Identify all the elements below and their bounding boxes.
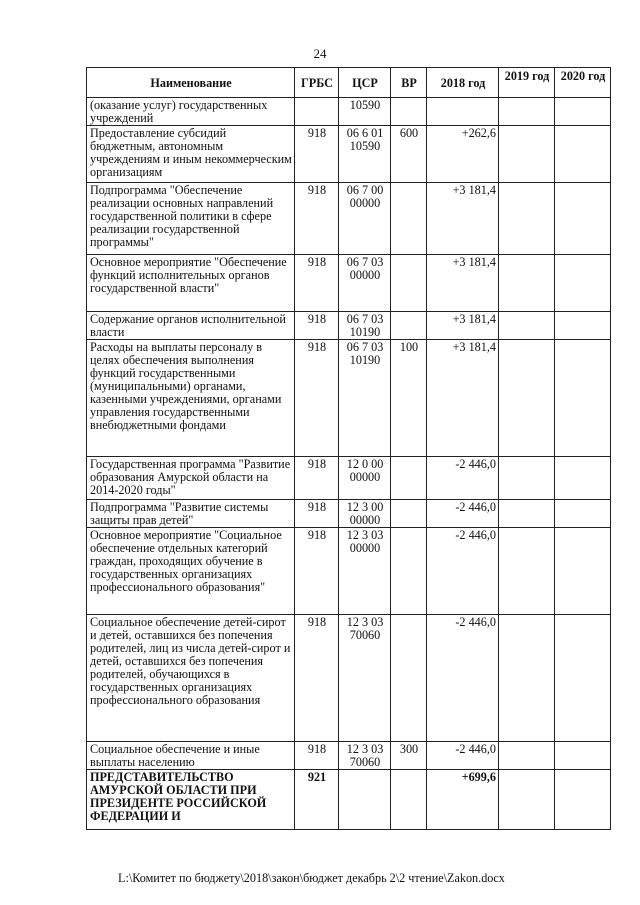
row-2018-amount: +3 181,4: [427, 312, 499, 340]
row-vr-cell: 100: [391, 340, 427, 457]
row-name-cell: Государственная программа "Развитие образования Амурской области на 2014-2020 годы": [87, 457, 295, 500]
row-2018-amount: -2 446,0: [427, 528, 499, 615]
table-body: [87, 98, 611, 830]
row-2020-amount: [555, 312, 611, 340]
row-2018-amount: +3 181,4: [427, 255, 499, 312]
row-2018-amount: -2 446,0: [427, 615, 499, 742]
row-csr-cell: 06 6 01 10590: [339, 126, 391, 183]
row-2020-amount: [555, 98, 611, 126]
row-grbs-cell: 918: [295, 340, 339, 457]
row-name-cell: Подпрограмма "Развитие системы защиты прав детей": [87, 500, 295, 528]
row-grbs-cell: 918: [295, 528, 339, 615]
row-vr-cell: 300: [391, 742, 427, 770]
row-2020-amount: [555, 126, 611, 183]
table-row: [87, 340, 611, 457]
row-vr-cell: [391, 457, 427, 500]
footer-file-path: L:\Комитет по бюджету\2018\закон\бюджет декабрь 2\2 чтение\Zakon.docx: [118, 871, 505, 885]
row-2019-amount: [499, 615, 555, 742]
row-grbs-cell: 918: [295, 457, 339, 500]
row-2018-amount: +699,6: [427, 770, 499, 830]
row-vr-cell: [391, 255, 427, 312]
row-grbs-cell: 918: [295, 126, 339, 183]
table-row: [87, 98, 611, 126]
row-name-cell: Расходы на выплаты персоналу в целях обеспечения выполнения функций государственными (муниципальными) органами, казенными учреждениями, органами управления государственными внебюджетными фондами: [87, 340, 295, 457]
row-2020-amount: [555, 255, 611, 312]
table-row: [87, 457, 611, 500]
row-name-cell: Основное мероприятие "Обеспечение функций исполнительных органов государственной власти": [87, 255, 295, 312]
row-csr-cell: 12 3 03 70060: [339, 742, 391, 770]
row-name-cell: Социальное обеспечение детей-сирот и детей, оставшихся без попечения родителей, лиц из числа детей-сирот и детей, оставшихся без попечения родителей, обучающихся в государственных организациях профессионального образования: [87, 615, 295, 742]
row-vr-cell: [391, 615, 427, 742]
table-row: [87, 312, 611, 340]
row-vr-cell: [391, 528, 427, 615]
row-2018-amount: +3 181,4: [427, 340, 499, 457]
header-2019: 2019 год: [499, 68, 555, 98]
row-2019-amount: [499, 183, 555, 255]
row-grbs-cell: 918: [295, 742, 339, 770]
row-grbs-cell: 918: [295, 183, 339, 255]
row-grbs-cell: [295, 98, 339, 126]
row-2018-amount: -2 446,0: [427, 742, 499, 770]
table-row: [87, 615, 611, 742]
row-csr-cell: 06 7 03 10190: [339, 312, 391, 340]
row-vr-cell: [391, 183, 427, 255]
row-name-cell: Содержание органов исполнительной власти: [87, 312, 295, 340]
table-row: [87, 500, 611, 528]
row-grbs-cell: 918: [295, 615, 339, 742]
row-2020-amount: [555, 500, 611, 528]
row-csr-cell: 12 0 00 00000: [339, 457, 391, 500]
row-csr-cell: 10590: [339, 98, 391, 126]
row-csr-cell: 12 3 00 00000: [339, 500, 391, 528]
header-2020: 2020 год: [555, 68, 611, 98]
table-row: [87, 183, 611, 255]
row-vr-cell: 600: [391, 126, 427, 183]
header-grbs: ГРБС: [295, 68, 339, 98]
header-2018: 2018 год: [427, 68, 499, 98]
row-2019-amount: [499, 255, 555, 312]
row-2019-amount: [499, 770, 555, 830]
table-row: [87, 742, 611, 770]
row-2019-amount: [499, 457, 555, 500]
row-vr-cell: [391, 500, 427, 528]
page-number: 24: [313, 46, 327, 61]
row-csr-cell: 06 7 00 00000: [339, 183, 391, 255]
row-name-cell: Основное мероприятие "Социальное обеспечение отдельных категорий граждан, проходящих обучение в государственных организациях профессионального образования": [87, 528, 295, 615]
row-csr-cell: 06 7 03 00000: [339, 255, 391, 312]
budget-table: [86, 67, 611, 830]
row-2018-amount: +262,6: [427, 126, 499, 183]
row-2020-amount: [555, 528, 611, 615]
row-2020-amount: [555, 615, 611, 742]
row-vr-cell: [391, 770, 427, 830]
row-2020-amount: [555, 457, 611, 500]
row-csr-cell: [339, 770, 391, 830]
row-2020-amount: [555, 183, 611, 255]
row-csr-cell: 06 7 03 10190: [339, 340, 391, 457]
header-name: Наименование: [87, 68, 295, 98]
table-row: [87, 255, 611, 312]
row-grbs-cell: 918: [295, 500, 339, 528]
table-header-row: [87, 68, 611, 98]
row-2019-amount: [499, 742, 555, 770]
row-grbs-cell: 918: [295, 255, 339, 312]
row-2020-amount: [555, 742, 611, 770]
row-2018-amount: -2 446,0: [427, 457, 499, 500]
row-2019-amount: [499, 528, 555, 615]
row-name-cell: ПРЕДСТАВИТЕЛЬСТВО АМУРСКОЙ ОБЛАСТИ ПРИ ПРЕЗИДЕНТЕ РОССИЙСКОЙ ФЕДЕРАЦИИ И: [87, 770, 295, 830]
table-row: [87, 126, 611, 183]
row-2018-amount: +3 181,4: [427, 183, 499, 255]
header-csr: ЦСР: [339, 68, 391, 98]
row-name-cell: (оказание услуг) государственных учреждений: [87, 98, 295, 126]
row-2019-amount: [499, 98, 555, 126]
row-name-cell: Социальное обеспечение и иные выплаты населению: [87, 742, 295, 770]
row-2019-amount: [499, 500, 555, 528]
row-csr-cell: 12 3 03 70060: [339, 615, 391, 742]
row-name-cell: Предоставление субсидий бюджетным, автономным учреждениям и иным некоммерческим организациям: [87, 126, 295, 183]
row-grbs-cell: 921: [295, 770, 339, 830]
row-2019-amount: [499, 340, 555, 457]
row-vr-cell: [391, 312, 427, 340]
row-2018-amount: [427, 98, 499, 126]
row-2019-amount: [499, 312, 555, 340]
row-2020-amount: [555, 770, 611, 830]
table-row: [87, 770, 611, 830]
row-name-cell: Подпрограмма "Обеспечение реализации основных направлений государственной политики в сфере реализации государственной программы": [87, 183, 295, 255]
row-vr-cell: [391, 98, 427, 126]
header-vr: ВР: [391, 68, 427, 98]
row-2019-amount: [499, 126, 555, 183]
row-csr-cell: 12 3 03 00000: [339, 528, 391, 615]
table-row: [87, 528, 611, 615]
row-grbs-cell: 918: [295, 312, 339, 340]
row-2018-amount: -2 446,0: [427, 500, 499, 528]
row-2020-amount: [555, 340, 611, 457]
